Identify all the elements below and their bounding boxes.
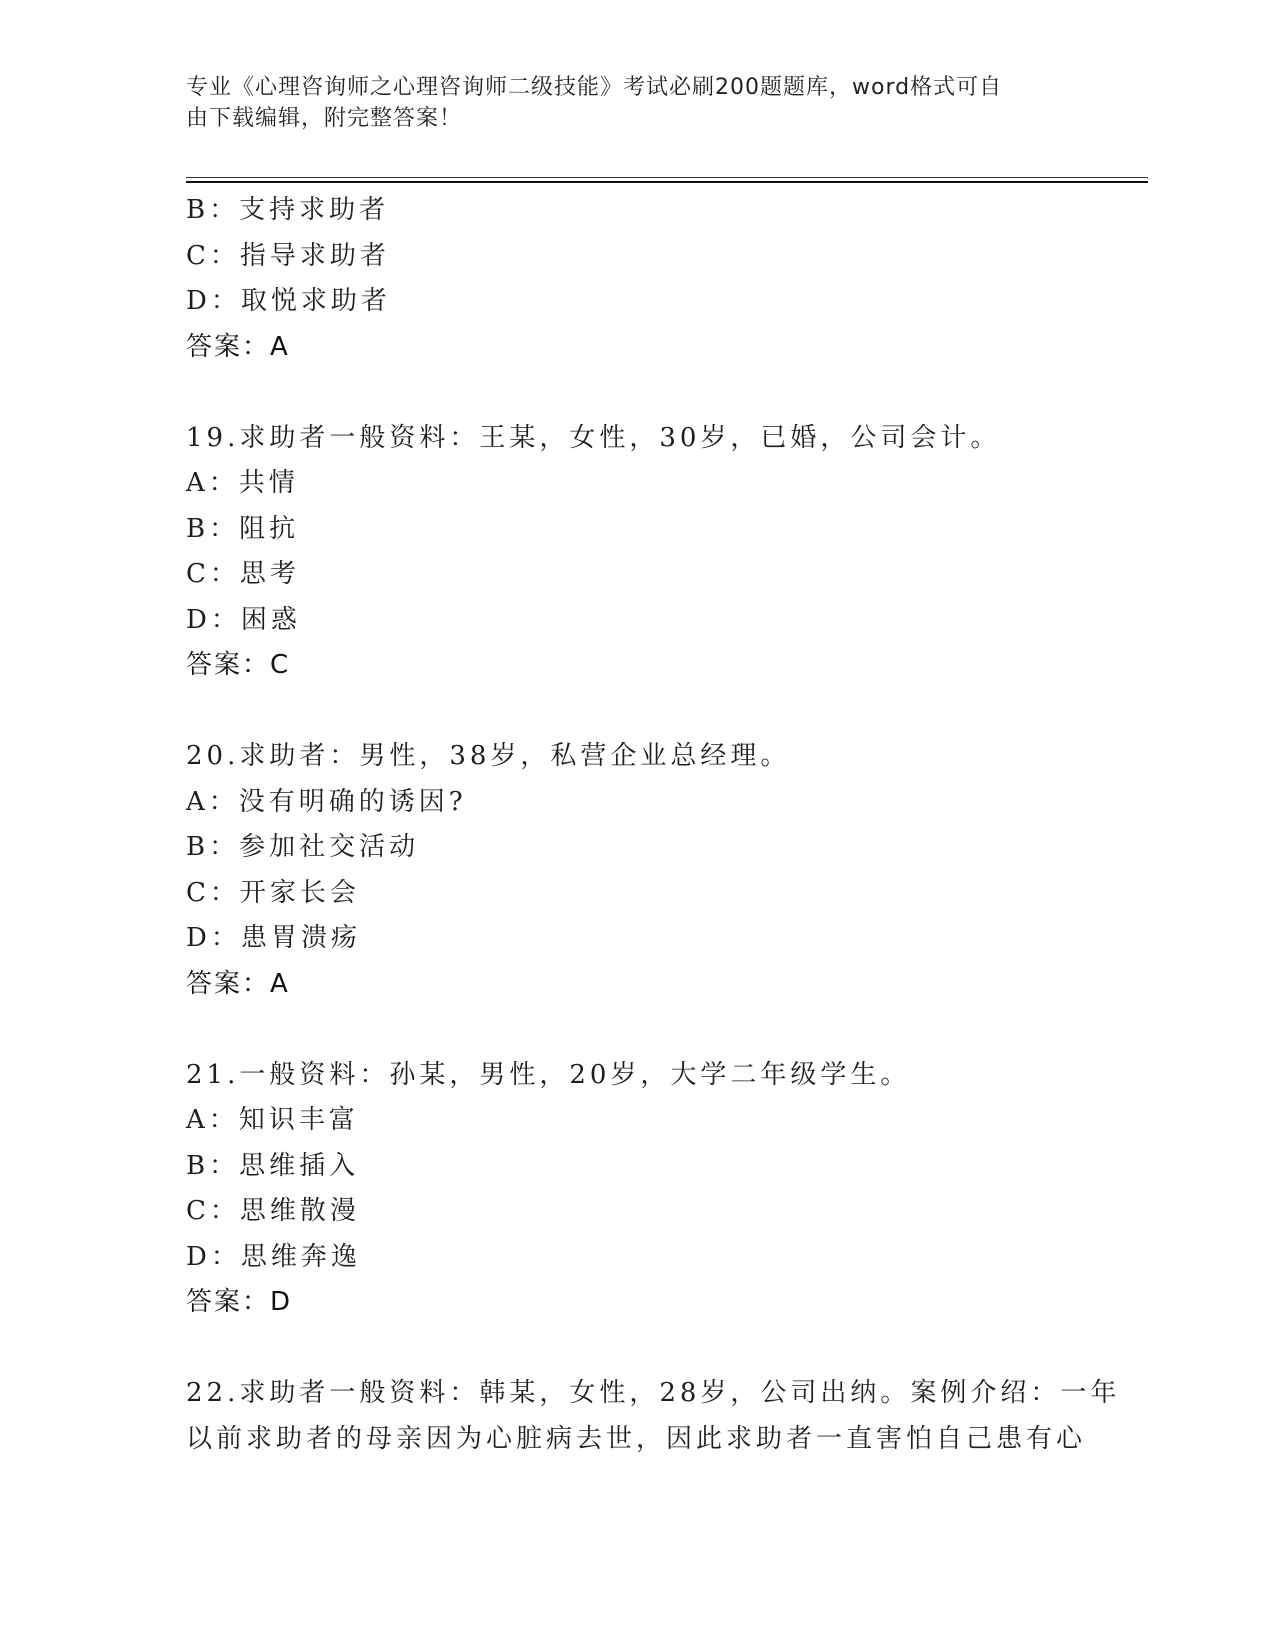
- question-19: [186, 416, 1086, 689]
- question-stem: 19.求助者一般资料：王某，女性，30岁，已婚，公司会计。: [186, 422, 1001, 453]
- answer-line: 答案：C: [186, 650, 291, 680]
- option-d: D：取悦求助者: [186, 286, 391, 316]
- option-c: C：指导求助者: [186, 240, 390, 271]
- question-stem: 21.一般资料：孙某，男性，20岁，大学二年级学生。: [186, 1059, 911, 1090]
- header-divider-thick: [186, 181, 1148, 183]
- option-b: B：支持求助者: [186, 195, 390, 225]
- spacer: [186, 689, 1086, 735]
- answer-line: 答案：A: [186, 968, 290, 999]
- spacer: [186, 370, 1086, 416]
- header-divider-thin: [186, 177, 1148, 178]
- option-b: B：参加社交活动: [186, 832, 420, 862]
- answer-line: 答案：A: [186, 331, 290, 362]
- answer-line: 答案：D: [186, 1287, 293, 1317]
- question-20: [186, 734, 1086, 1007]
- spacer: [186, 1326, 1086, 1372]
- question-list: [186, 188, 1121, 1462]
- header-line-2: 由下载编辑，附完整答案！: [186, 106, 463, 131]
- question-21: [186, 1053, 1086, 1326]
- option-d: D：困惑: [186, 604, 301, 635]
- question-stem-line-2: 以前求助者的母亲因为心脏病去世，因此求助者一直害怕自己患有心: [186, 1423, 1087, 1454]
- option-a: A：知识丰富: [186, 1105, 359, 1135]
- option-b: B：思维插入: [186, 1150, 360, 1181]
- option-c: C：开家长会: [186, 877, 360, 908]
- option-b: B：阻抗: [186, 513, 300, 544]
- question-stem: 20.求助者：男性，38岁，私营企业总经理。: [186, 741, 791, 771]
- spacer: [186, 1007, 1086, 1053]
- question-22: [186, 1371, 1121, 1462]
- option-a: A：共情: [186, 468, 299, 498]
- option-a: A：没有明确的诱因?: [186, 786, 467, 817]
- option-d: D：患胃溃疡: [186, 923, 361, 953]
- option-c: C：思维散漫: [186, 1196, 360, 1226]
- question-18-tail: [186, 188, 1086, 370]
- option-d: D：思维奔逸: [186, 1241, 361, 1272]
- question-stem-line-1: 22.求助者一般资料：韩某，女性，28岁，公司出纳。案例介绍：一年: [186, 1378, 1121, 1408]
- header-line-1: 专业《心理咨询师之心理咨询师二级技能》考试必刷200题题库，word格式可自: [186, 75, 1003, 100]
- option-c: C：思考: [186, 559, 300, 589]
- page-header: [186, 72, 1066, 134]
